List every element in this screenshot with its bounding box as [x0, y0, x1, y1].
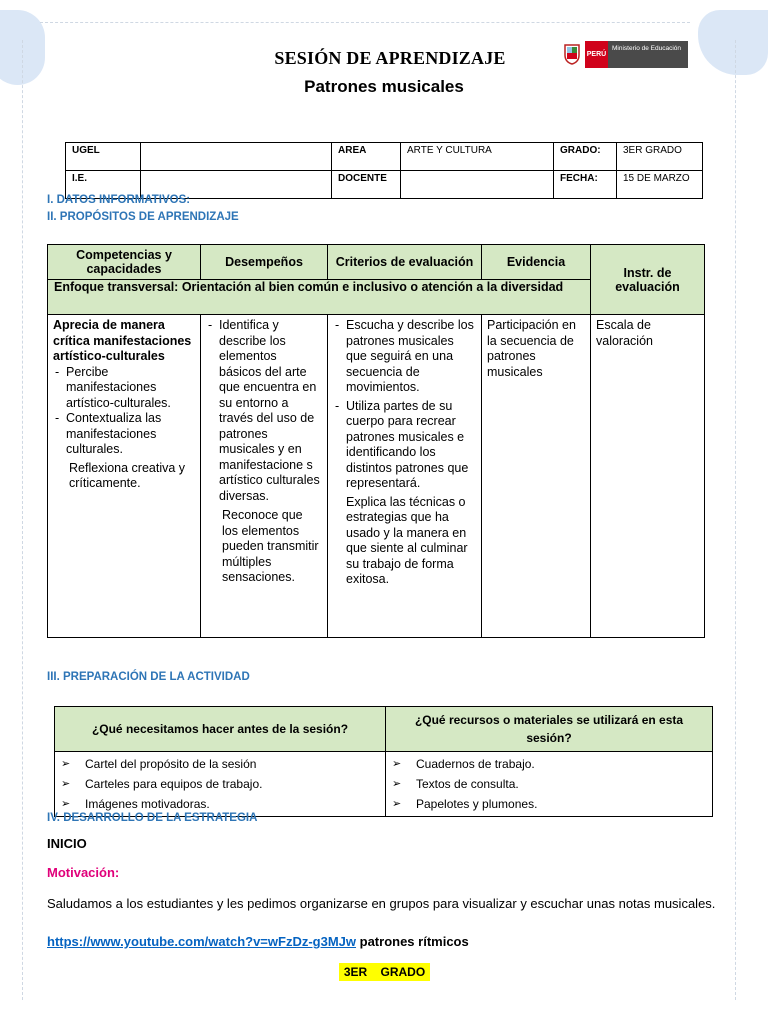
ugel-value [141, 143, 332, 171]
list-item: ➢ Cartel del propósito de la sesión [59, 754, 381, 774]
desempeno-extra: Reconoce que los elementos pueden transmitir múltiples sensaciones. [222, 508, 319, 584]
logo-peru-label: PERÚ [585, 41, 608, 68]
ugel-label: UGEL [66, 143, 141, 171]
page-border-top [40, 22, 690, 23]
prep-header-before: ¿Qué necesitamos hacer antes de la sesión? [55, 707, 386, 752]
fecha-value: 15 DE MARZO [617, 171, 703, 199]
criterios-cell [328, 315, 482, 638]
list-item: - Contextualiza las manifestaciones culturales. [53, 411, 195, 458]
list-item: - Identifica y describe los elementos básicos del arte que encuentra en su entorno a través del uso de patrones musicales y en manifestacione s artístico culturales diversas. [206, 318, 322, 504]
instrumento-cell: Escala de valoración [591, 315, 705, 638]
enfoque-transversal: Enfoque transversal: Orientación al bien común e inclusivo o atención a la diversidad [48, 280, 591, 315]
evidencia-cell: Participación en la secuencia de patrones musicales [482, 315, 591, 638]
header-desempenos: Desempeños [201, 245, 328, 280]
header-instrumento: Instr. de evaluación [591, 245, 705, 315]
page-border-left [22, 40, 23, 1000]
prep-resources-list [390, 754, 708, 814]
page-border-right [735, 40, 736, 1000]
docente-label: DOCENTE [332, 171, 401, 199]
list-item: - Percibe manifestaciones artístico-culturales. [53, 365, 195, 412]
grado-footer-badge: 3ER GRADO [339, 963, 430, 981]
criterio-extra: Explica las técnicas o estrategias que ha usado y la manera en que siente al culminar su trabajo de forma exitosa. [346, 494, 468, 586]
grado-value: 3ER GRADO [617, 143, 703, 171]
section-heading-datos: I. DATOS INFORMATIVOS: [47, 194, 191, 206]
video-link-label: patrones rítmicos [359, 934, 469, 949]
document-subtitle: Patrones musicales [304, 77, 464, 96]
header-criterios: Criterios de evaluación [328, 245, 482, 280]
inicio-heading: INICIO [47, 836, 87, 851]
desempenos-cell [201, 315, 328, 638]
list-item: - Utiliza partes de su cuerpo para recrear patrones musicales e identificando los distintos patrones que representará. [333, 399, 476, 492]
prep-resources-cell [386, 752, 713, 817]
peru-shield-icon [562, 43, 582, 65]
ie-label: I.E. [66, 171, 141, 199]
list-item: ➢ Carteles para equipos de trabajo. [59, 774, 381, 794]
motivacion-paragraph: Saludamos a los estudiantes y les pedimos organizarse en grupos para visualizar y escuchar unas notas musicales. [47, 896, 716, 911]
youtube-link[interactable]: https://www.youtube.com/watch?v=wFzDz-g3MJw [47, 934, 357, 949]
desempenos-list [206, 318, 322, 504]
preparation-table [54, 706, 713, 817]
header-evidencia: Evidencia [482, 245, 591, 280]
prep-header-resources: ¿Qué recursos o materiales se utilizará en esta sesión? [386, 707, 713, 752]
section-heading-desarrollo: IV. DESARROLLO DE LA ESTRATEGIA [47, 812, 258, 824]
ministry-logo [562, 41, 688, 68]
list-item: ➢ Imágenes motivadoras. [59, 794, 381, 814]
list-item: - Escucha y describe los patrones musicales que seguirá en una secuencia de movimientos. [333, 318, 476, 396]
list-item: ➢ Papelotes y plumones. [390, 794, 708, 814]
fecha-label: FECHA: [554, 171, 617, 199]
section-heading-propositos: II. PROPÓSITOS DE APRENDIZAJE [47, 211, 239, 223]
purposes-table [47, 244, 705, 638]
competencia-title: Aprecia de manera crítica manifestaciones artístico-culturales [53, 318, 192, 363]
info-table [65, 142, 703, 199]
prep-before-cell [55, 752, 386, 817]
capacidades-list [53, 365, 195, 458]
section-heading-preparacion: III. PREPARACIÓN DE LA ACTIVIDAD [47, 671, 250, 683]
grado-label: GRADO: [554, 143, 617, 171]
area-value: ARTE Y CULTURA [401, 143, 554, 171]
document-title: SESIÓN DE APRENDIZAJE [274, 48, 506, 68]
competencias-cell [48, 315, 201, 638]
criterios-list [333, 318, 476, 492]
docente-value [401, 171, 554, 199]
header-competencias: Competencias y capacidades [48, 245, 201, 280]
prep-before-list [59, 754, 381, 814]
capacidad-extra: Reflexiona creativa y críticamente. [69, 460, 186, 490]
area-label: AREA [332, 143, 401, 171]
video-link-line [47, 934, 469, 949]
list-item: ➢ Cuadernos de trabajo. [390, 754, 708, 774]
logo-ministry-label: Ministerio de Educación [608, 41, 688, 68]
motivacion-heading: Motivación: [47, 865, 120, 880]
list-item: ➢ Textos de consulta. [390, 774, 708, 794]
